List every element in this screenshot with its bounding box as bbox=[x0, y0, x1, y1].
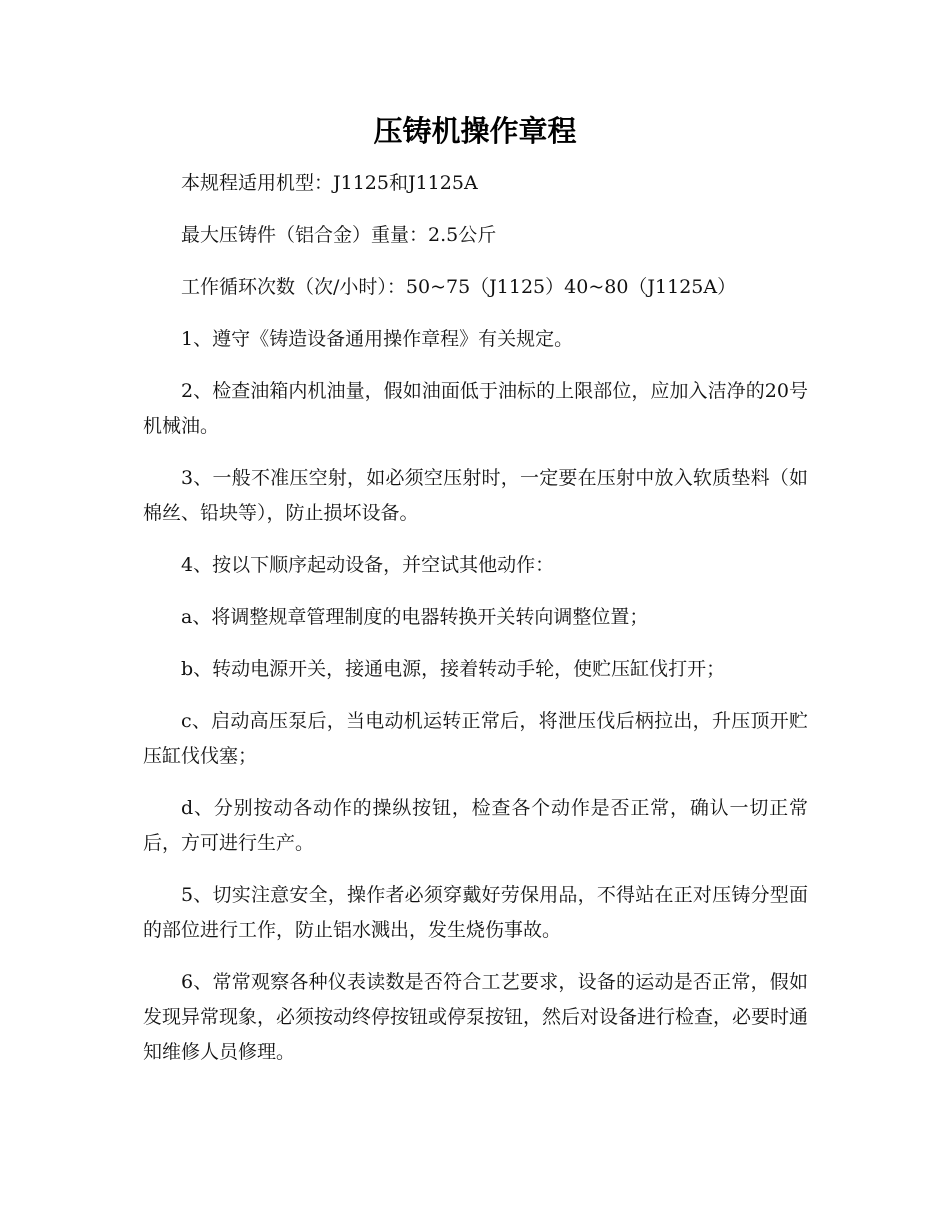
paragraph-rule-1: 1、遵守《铸造设备通用操作章程》有关规定。 bbox=[181, 328, 574, 350]
paragraph-max-casting-weight: 最大压铸件（铝合金）重量：2.5公斤 bbox=[181, 224, 497, 246]
document-title: 压铸机操作章程 bbox=[373, 114, 577, 148]
paragraph-cycle-count: 工作循环次数（次/小时）：50~75（J1125）40~80（J1125A） bbox=[181, 276, 737, 298]
paragraph-step-a: a、将调整规章管理制度的电器转换开关转向调整位置； bbox=[181, 606, 649, 628]
paragraph-applicable-model: 本规程适用机型：J1125和J1125A bbox=[181, 172, 478, 194]
paragraph-step-c: c、启动高压泵后，当电动机运转正常后，将泄压伐后柄拉出，升压顶开贮压缸伐伐塞； bbox=[143, 710, 808, 767]
paragraph-rule-2: 2、检查油箱内机油量，假如油面低于油标的上限部位，应加入洁净的20号机械油。 bbox=[143, 380, 808, 437]
paragraph-rule-5: 5、切实注意安全，操作者必须穿戴好劳保用品，不得站在正对压铸分型面的部位进行工作，防止铝水溅出，发生烧伤事故。 bbox=[143, 884, 808, 941]
paragraph-rule-6: 6、常常观察各种仪表读数是否符合工艺要求，设备的运动是否正常，假如发现异常现象，必须按动终停按钮或停泵按钮，然后对设备进行检查，必要时通知维修人员修理。 bbox=[143, 971, 809, 1063]
document-body bbox=[143, 166, 808, 1087]
paragraph-rule-4: 4、按以下顺序起动设备，并空试其他动作： bbox=[181, 554, 555, 576]
paragraph-step-d: d、分别按动各动作的操纵按钮，检查各个动作是否正常，确认一切正常后，方可进行生产。 bbox=[143, 797, 808, 854]
paragraph-step-b: b、转动电源开关，接通电源，接着转动手轮，使贮压缸伐打开； bbox=[181, 658, 726, 680]
paragraph-rule-3: 3、一般不准压空射，如必须空压射时，一定要在压射中放入软质垫料（如棉丝、铅块等），防止损坏设备。 bbox=[143, 467, 808, 524]
